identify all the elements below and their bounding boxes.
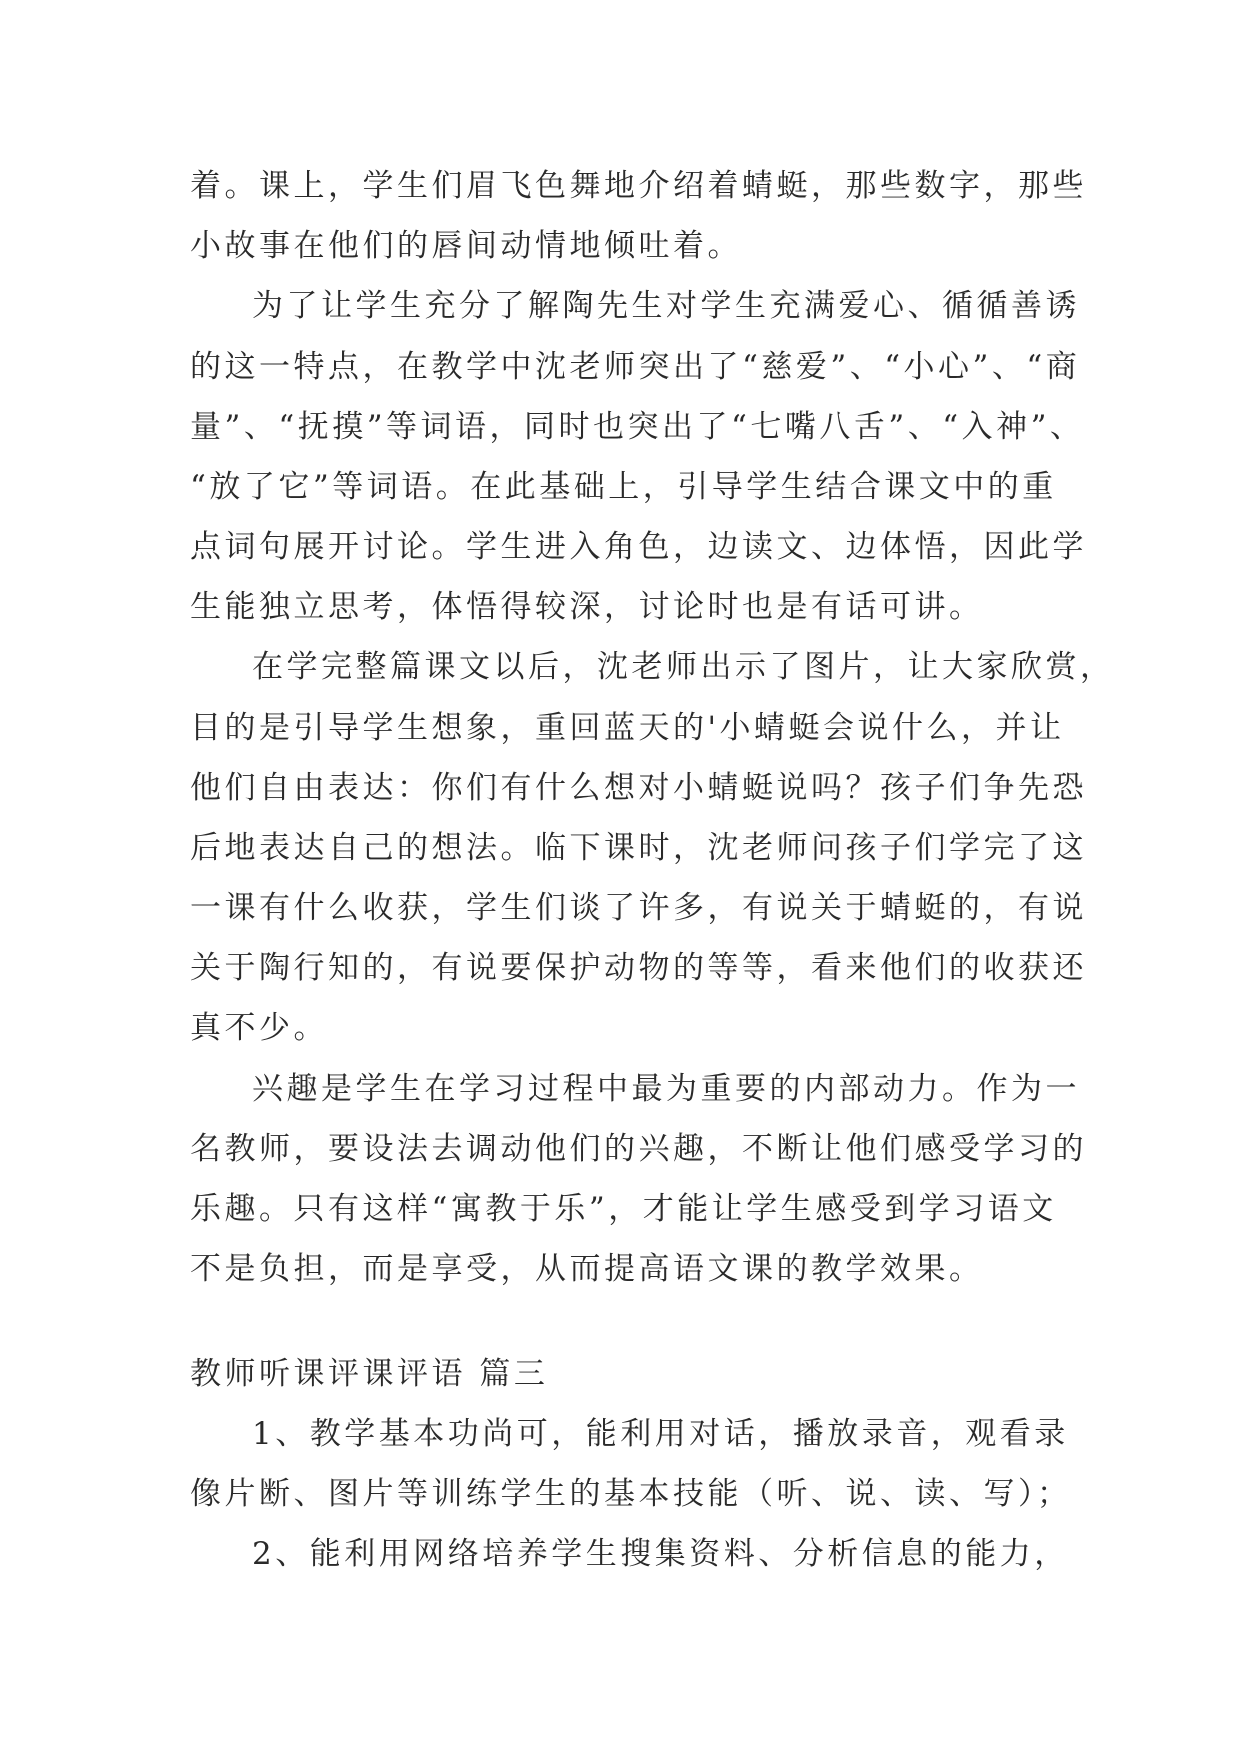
list-item-first-line: 2、能利用网络培养学生搜集资料、分析信息的能力， [252,1536,1069,1572]
text-line: 小故事在他们的唇间动情地倾吐着。 [190,228,742,264]
text-line: 关于陶行知的，有说要保护动物的等等，看来他们的收获还 [190,950,1087,986]
text-line: 量”、“抚摸”等词语，同时也突出了“七嘴八舌”、“入神”、 [190,409,1085,445]
paragraph-first-line: 兴趣是学生在学习过程中最为重要的内部动力。作为一 [252,1071,1080,1107]
text-line: 点词句展开讨论。学生进入角色，边读文、边体悟，因此学 [190,529,1087,565]
list-item-first-line: 1、教学基本功尚可，能利用对话，播放录音，观看录 [252,1416,1069,1452]
text-line: 他们自由表达：你们有什么想对小蜻蜓说吗？孩子们争先恐 [190,770,1087,806]
text-line: 着。课上，学生们眉飞色舞地介绍着蜻蜓，那些数字，那些 [190,168,1087,204]
text-line: 一课有什么收获，学生们谈了许多，有说关于蜻蜓的，有说 [190,890,1087,926]
text-line: 乐趣。只有这样“寓教于乐”，才能让学生感受到学习语文 [190,1191,1057,1227]
paragraph-first-line: 在学完整篇课文以后，沈老师出示了图片，让大家欣赏， [252,649,1115,685]
section-heading: 教师听课评课评语 篇三 [190,1356,549,1392]
text-line: 后地表达自己的想法。临下课时，沈老师问孩子们学完了这 [190,830,1087,866]
text-line: 像片断、图片等训练学生的基本技能（听、说、读、写）； [190,1476,1072,1512]
text-line: 真不少。 [190,1010,328,1046]
text-line: 不是负担，而是享受，从而提高语文课的教学效果。 [190,1251,984,1287]
text-line: 生能独立思考，体悟得较深，讨论时也是有话可讲。 [190,589,984,625]
text-line: 的这一特点，在教学中沈老师突出了“慈爱”、“小心”、“商 [190,349,1081,385]
text-line: 名教师，要设法去调动他们的兴趣，不断让他们感受学习的 [190,1131,1087,1167]
text-line: 目的是引导学生想象，重回蓝天的'小蜻蜓会说什么，并让 [190,710,1065,746]
text-line: “放了它”等词语。在此基础上，引导学生结合课文中的重 [190,469,1057,505]
paragraph-first-line: 为了让学生充分了解陶先生对学生充满爱心、循循善诱 [252,288,1080,324]
